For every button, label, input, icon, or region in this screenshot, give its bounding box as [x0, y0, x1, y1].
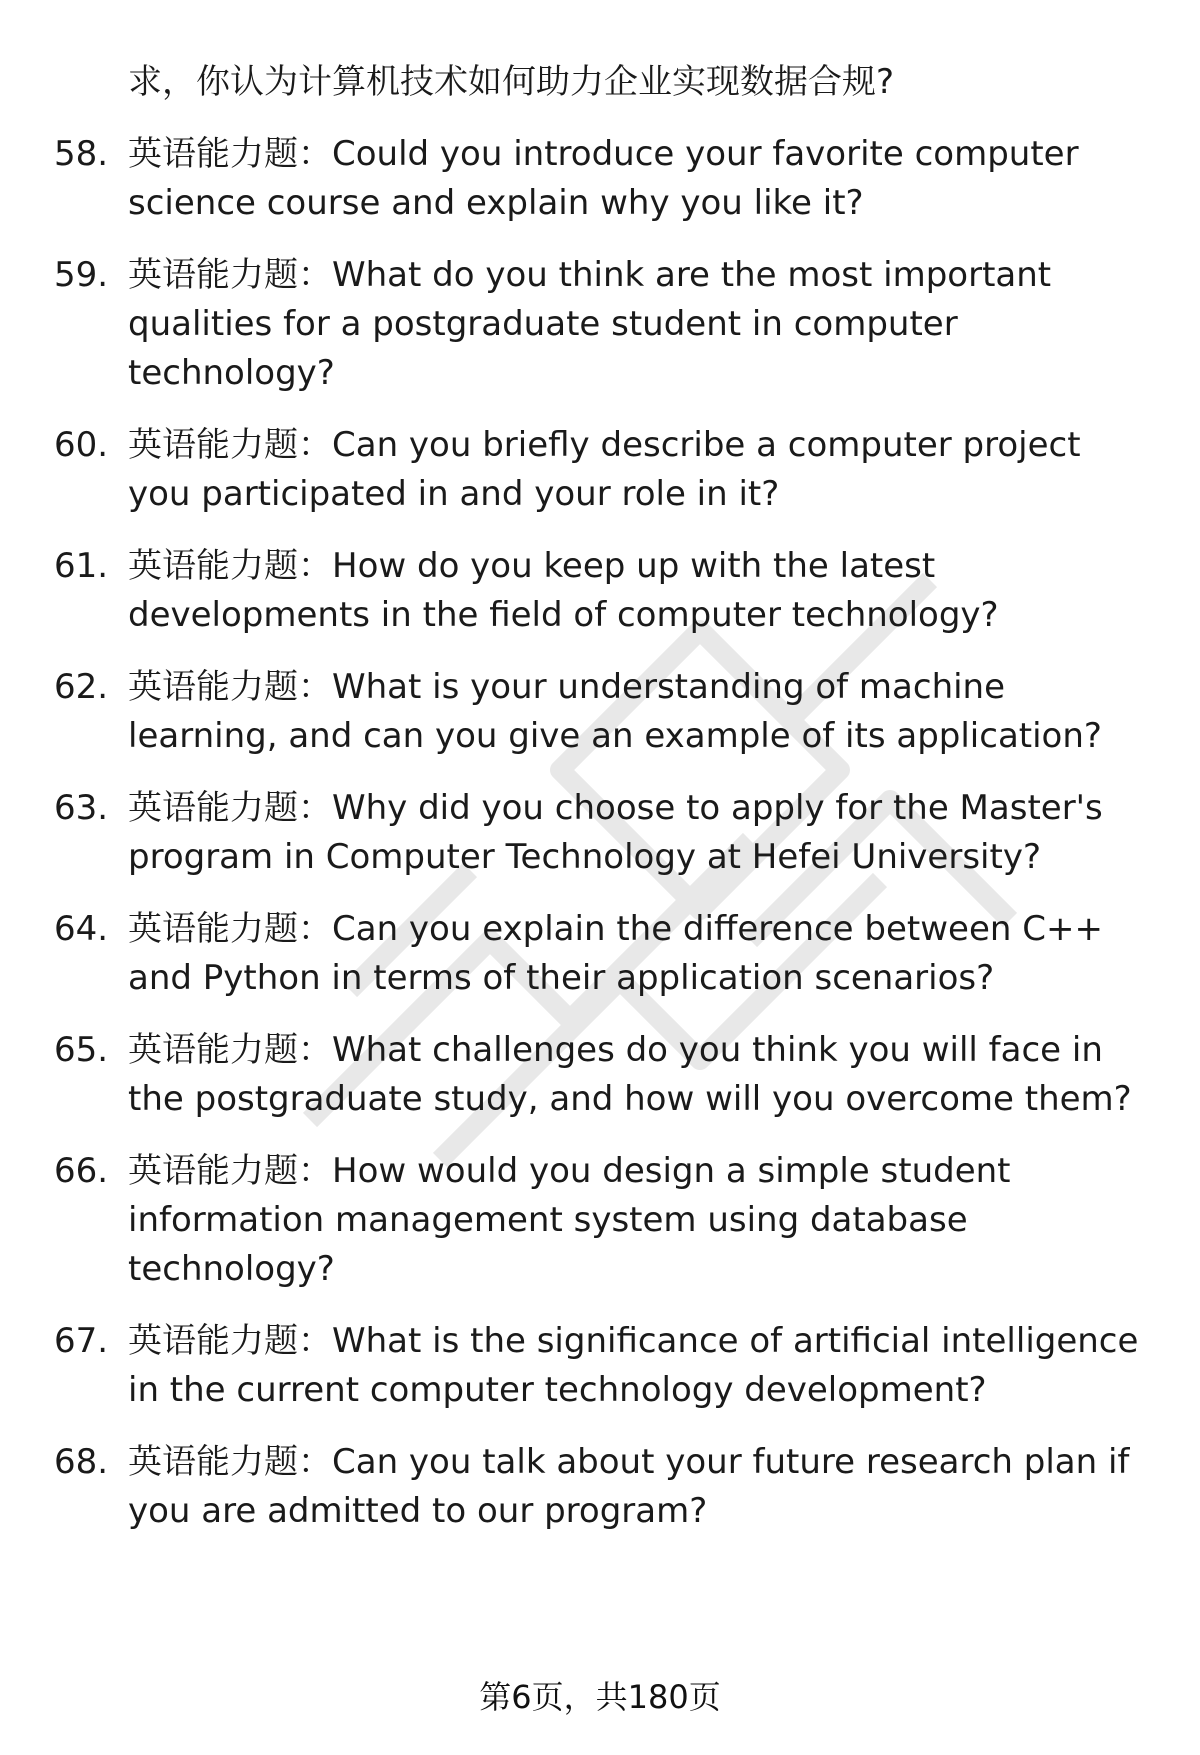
question-category: 英语能力题：	[128, 1442, 332, 1482]
question-category: 英语能力题：	[128, 425, 332, 465]
question-number: 59.	[54, 255, 109, 295]
question-item	[0, 421, 1200, 519]
question-category: 英语能力题：	[128, 1151, 332, 1191]
question-item	[0, 251, 1200, 398]
question-category: 英语能力题：	[128, 1030, 332, 1070]
question-number: 67.	[54, 1321, 109, 1361]
question-number: 66.	[54, 1151, 109, 1191]
question-list	[0, 130, 1200, 1536]
question-item	[0, 905, 1200, 1003]
question-text: Could you introduce your favorite computer science course and explain why you like it?	[128, 134, 1079, 223]
question-text: What is the significance of artificial intelligence in the current computer technology development?	[128, 1321, 1139, 1410]
question-category: 英语能力题：	[128, 134, 332, 174]
question-category: 英语能力题：	[128, 667, 332, 707]
page-footer: 第6页，共180页	[479, 1678, 721, 1716]
question-category: 英语能力题：	[128, 788, 332, 828]
question-text: Can you explain the difference between C++ and Python in terms of their application scenarios?	[128, 909, 1103, 998]
question-text: How do you keep up with the latest developments in the field of computer technology?	[128, 546, 999, 635]
question-item	[0, 130, 1200, 228]
question-text: How would you design a simple student information management system using database technology?	[128, 1151, 1011, 1289]
question-category: 英语能力题：	[128, 255, 332, 295]
question-item	[0, 1317, 1200, 1415]
continuation-text: 求，你认为计算机技术如何助力企业实现数据合规?	[128, 62, 895, 102]
question-number: 65.	[54, 1030, 109, 1070]
question-category: 英语能力题：	[128, 546, 332, 586]
document-body	[0, 58, 1200, 1536]
question-number: 58.	[54, 134, 109, 174]
question-number: 62.	[54, 667, 109, 707]
question-text: Can you talk about your future research plan if you are admitted to our program?	[128, 1442, 1130, 1531]
question-item	[0, 1147, 1200, 1294]
question-category: 英语能力题：	[128, 1321, 332, 1361]
question-number: 64.	[54, 909, 109, 949]
question-category: 英语能力题：	[128, 909, 332, 949]
question-number: 61.	[54, 546, 109, 586]
question-number: 60.	[54, 425, 109, 465]
question-number: 63.	[54, 788, 109, 828]
question-text: What challenges do you think you will face in the postgraduate study, and how will you overcome them?	[128, 1030, 1132, 1119]
question-item	[0, 1438, 1200, 1536]
question-text: What do you think are the most important qualities for a postgraduate student in computer technology?	[128, 255, 1052, 393]
question-item	[0, 663, 1200, 761]
question-item	[0, 784, 1200, 882]
question-item	[0, 1026, 1200, 1124]
question-text: Why did you choose to apply for the Master's program in Computer Technology at Hefei University?	[128, 788, 1103, 877]
question-item	[0, 542, 1200, 640]
question-text: What is your understanding of machine learning, and can you give an example of its application?	[128, 667, 1102, 756]
question-number: 68.	[54, 1442, 109, 1482]
question-text: Can you briefly describe a computer project you participated in and your role in it?	[128, 425, 1081, 514]
